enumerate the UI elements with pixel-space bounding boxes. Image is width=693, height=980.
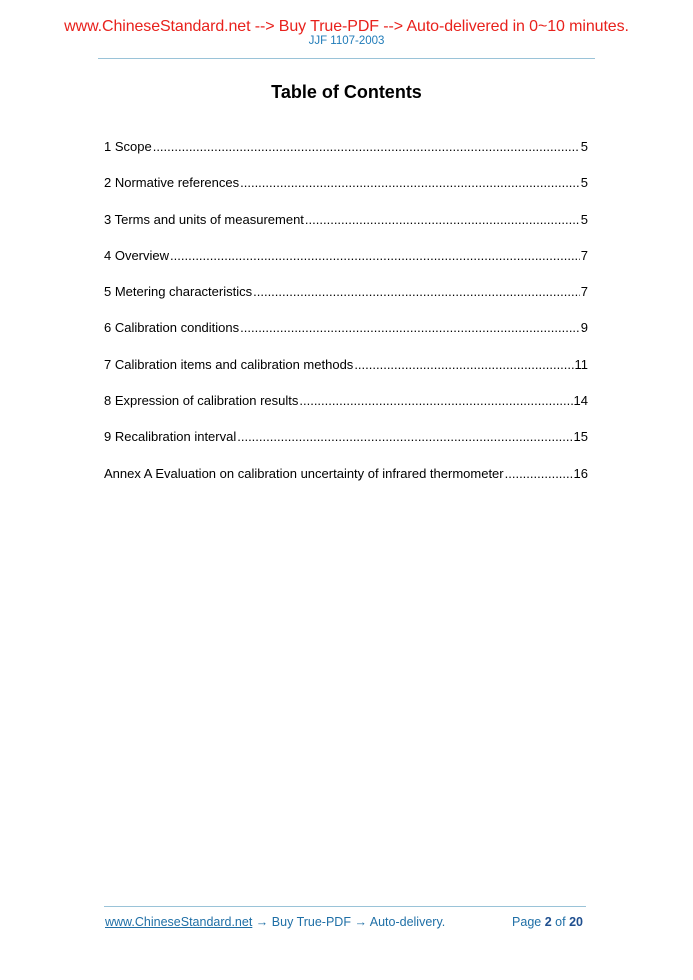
toc-entry-page: 5 [580, 175, 588, 191]
footer-site-link[interactable]: www.ChineseStandard.net [105, 915, 253, 929]
page-title: Table of Contents [271, 82, 422, 102]
toc-leader-dots [305, 212, 580, 227]
toc-entry-label: 6 Calibration conditions [104, 320, 240, 336]
of-word: of [555, 915, 566, 929]
toc-entry[interactable] [104, 320, 588, 356]
page-total: 20 [569, 915, 583, 929]
toc-entry[interactable] [104, 466, 588, 502]
table-of-contents [104, 139, 588, 502]
toc-entry-label: 2 Normative references [104, 175, 240, 191]
toc-entry[interactable] [104, 357, 588, 393]
toc-entry-page: 7 [580, 284, 588, 300]
toc-leader-dots [505, 466, 573, 481]
toc-entry-label: 4 Overview [104, 247, 170, 263]
toc-leader-dots [253, 284, 580, 299]
toc-entry[interactable] [104, 248, 588, 284]
page-word: Page [512, 915, 542, 929]
toc-leader-dots [299, 393, 572, 408]
standard-code: JJF 1107-2003 [308, 35, 385, 47]
toc-entry-page: 16 [573, 465, 588, 481]
toc-entry[interactable] [104, 175, 588, 211]
header-divider [98, 58, 595, 59]
toc-entry-page: 14 [573, 393, 588, 409]
toc-entry-label: 9 Recalibration interval [104, 429, 237, 445]
toc-leader-dots [153, 139, 580, 154]
toc-entry-label: Annex A Evaluation on calibration uncertainty of infrared thermometer [104, 465, 504, 481]
toc-leader-dots [240, 175, 580, 190]
toc-leader-dots [170, 248, 580, 263]
footer-divider [104, 906, 586, 907]
toc-leader-dots [354, 357, 573, 372]
arrow-right-icon: → [255, 915, 269, 929]
toc-entry[interactable] [104, 284, 588, 320]
toc-entry-label: 3 Terms and units of measurement [104, 211, 304, 227]
footer-delivery-text: Auto-delivery. [369, 915, 446, 929]
toc-entry-label: 5 Metering characteristics [104, 284, 253, 300]
toc-leader-dots [240, 320, 580, 335]
toc-entry-page: 11 [574, 356, 588, 372]
toc-entry-label: 1 Scope [104, 139, 152, 154]
toc-entry[interactable] [104, 139, 588, 175]
toc-entry-page: 7 [580, 247, 588, 263]
footer-buy-text: Buy True-PDF [271, 915, 351, 929]
toc-entry-page: 5 [580, 211, 588, 227]
toc-entry-page: 5 [580, 139, 588, 154]
toc-entry[interactable] [104, 429, 588, 465]
toc-entry[interactable] [104, 212, 588, 248]
toc-entry-label: 8 Expression of calibration results [104, 393, 299, 409]
page-current: 2 [544, 915, 552, 929]
promo-banner[interactable]: www.ChineseStandard.net --> Buy True-PDF --> Auto-delivered in 0~10 minutes. [64, 18, 629, 35]
toc-entry-page: 9 [580, 320, 588, 336]
page-indicator [512, 915, 583, 929]
footer-promo [105, 915, 445, 929]
arrow-right-icon: → [354, 915, 367, 929]
toc-entry-label: 7 Calibration items and calibration methods [104, 356, 354, 372]
toc-entry[interactable] [104, 393, 588, 429]
toc-entry-page: 15 [573, 429, 588, 445]
toc-leader-dots [237, 429, 572, 444]
